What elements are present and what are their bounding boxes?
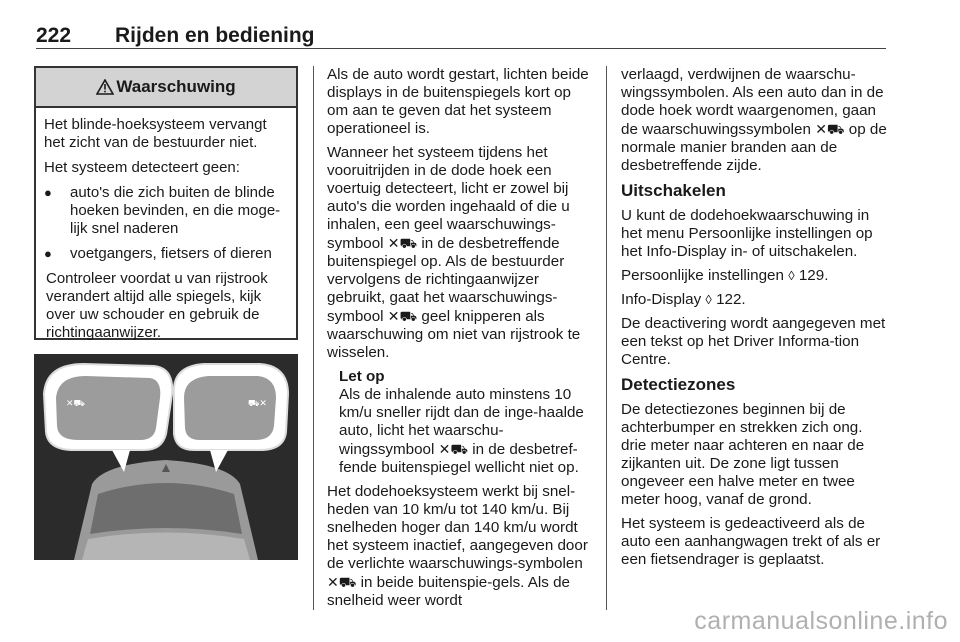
reference-text: Persoonlijke instellingen [621,267,784,284]
page-header [36,20,886,50]
header-rule [36,48,886,49]
text-span: verlaagd, verdwijnen de waarschu-wingssymbolen. Als een auto dan in de dode hoek wordt waargenomen, gaan de waarschuwingssymbolen [621,66,884,138]
watermark: carmanualsonline.info [694,607,948,635]
svg-text:✕⛟: ✕⛟ [66,399,85,409]
text-column-2 [327,66,595,616]
text-span: Het dodehoeksysteem werkt bij snel-heden van 10 km/u tot 140 km/u. Bij snelheden hoger dan 140 km/u wordt het systeem inactief, aangegeven door de verlichte waarschuwings-symbolen [327,483,588,572]
paragraph: De detectiezones beginnen bij de achterbumper en strekken zich ong. drie meter naar achteren en naar de zijkanten uit. De zone ligt tussen ongeveer een halve meter en twee meter hoog, vanaf de grond. [621,401,865,508]
warning-paragraph: Het blinde-hoeksysteem vervangt het zicht van de bestuurder niet. [44,116,267,151]
blind-spot-warning-icon: ✕⛟ [327,574,357,590]
note-title: Let op [339,368,385,385]
text-span: in de desbetref-fende buitenspiegel wellicht niet op. [339,441,579,476]
bullet-text: auto's die zich buiten de blinde hoeken bevinden, en die moge-lijk snel naderen [70,184,281,237]
warning-paragraph: Controleer voordat u van rijstrook verandert altijd alle spiegels, kijk over uw schouder en gebruik de richtingaanwijzer. [46,270,268,341]
section-heading-disable: Uitschakelen [621,181,726,200]
paragraph [327,144,595,362]
paragraph: U kunt de dodehoekwaarschuwing in het menu Persoonlijke instellingen op het Info-Display in- of uitschakelen. [621,207,873,260]
text-span: in beide buitenspie-gels. Als de snelheid weer wordt [327,574,570,609]
cross-reference[interactable] [621,267,887,285]
paragraph [327,483,595,610]
paragraph: Het systeem is gedeactiveerd als de auto een aanhangwagen trekt of als er een fietsendrager is geplaatst. [621,515,881,568]
text-span: op de normale manier branden aan de desbetreffende zijde. [621,121,887,174]
text-span: geel knipperen als waarschuwing om niet van rijstrook te wisselen. [327,308,581,361]
warning-bullet [44,184,288,238]
bullet-dot-icon: ● [44,185,52,200]
paragraph [621,66,887,175]
side-mirror-illustration [34,354,298,560]
column-divider-1 [313,66,314,610]
page-number: 222 [36,24,72,47]
reference-text: Info-Display [621,291,702,308]
reference-arrow-icon: ◊ [705,292,712,307]
reference-page: 122. [716,291,746,308]
bullet-dot-icon: ● [44,246,52,261]
blind-spot-warning-icon: ✕⛟ [387,308,418,324]
text-span: Wanneer het systeem tijdens het vooruitrijden in de dode hoek een voertuig detecteert, licht er zowel bij auto's die worden ingehaald of die u inhalen, een geel waarschuwings-symbool [327,144,570,252]
text-span: in de desbetreffende buitenspiegel op. Als de bestuurder vervolgens de richtingaanwijzer gebruikt, gaat het waarschuwings-symbool [327,235,565,325]
blind-spot-warning-icon: ✕⛟ [438,441,468,457]
paragraph: Als de auto wordt gestart, lichten beide displays in de buitenspiegels kort op om aan te geven dat het systeem operationeel is. [327,66,589,137]
svg-text:⛟✕: ⛟✕ [248,399,267,409]
warning-bullet [44,245,288,263]
reference-arrow-icon: ◊ [788,268,795,283]
warning-header [36,68,296,108]
chapter-title: Rijden en bediening [115,24,315,47]
warning-title: Waarschuwing [116,77,236,96]
warning-triangle-icon [96,79,114,95]
column-divider-2 [606,66,607,610]
note-block [327,368,595,477]
text-column-3 [621,66,887,575]
blind-spot-warning-icon: ✕⛟ [387,235,418,251]
blind-spot-warning-icon: ✕⛟ [815,121,845,137]
bullet-text: voetgangers, fietsers of dieren [70,245,272,262]
warning-paragraph: Het systeem detecteert geen: [44,159,240,176]
paragraph: De deactivering wordt aangegeven met een tekst op het Driver Informa-tion Centre. [621,315,886,368]
warning-box [34,66,298,340]
section-heading-detection-zones: Detectiezones [621,375,736,394]
warning-body [36,108,296,342]
cross-reference[interactable] [621,291,887,309]
text-span: Als de inhalende auto minstens 10 km/u sneller rijdt dan de inge-haalde auto, licht het waarschu-wingssymbool [339,386,584,458]
reference-page: 129. [798,267,829,284]
